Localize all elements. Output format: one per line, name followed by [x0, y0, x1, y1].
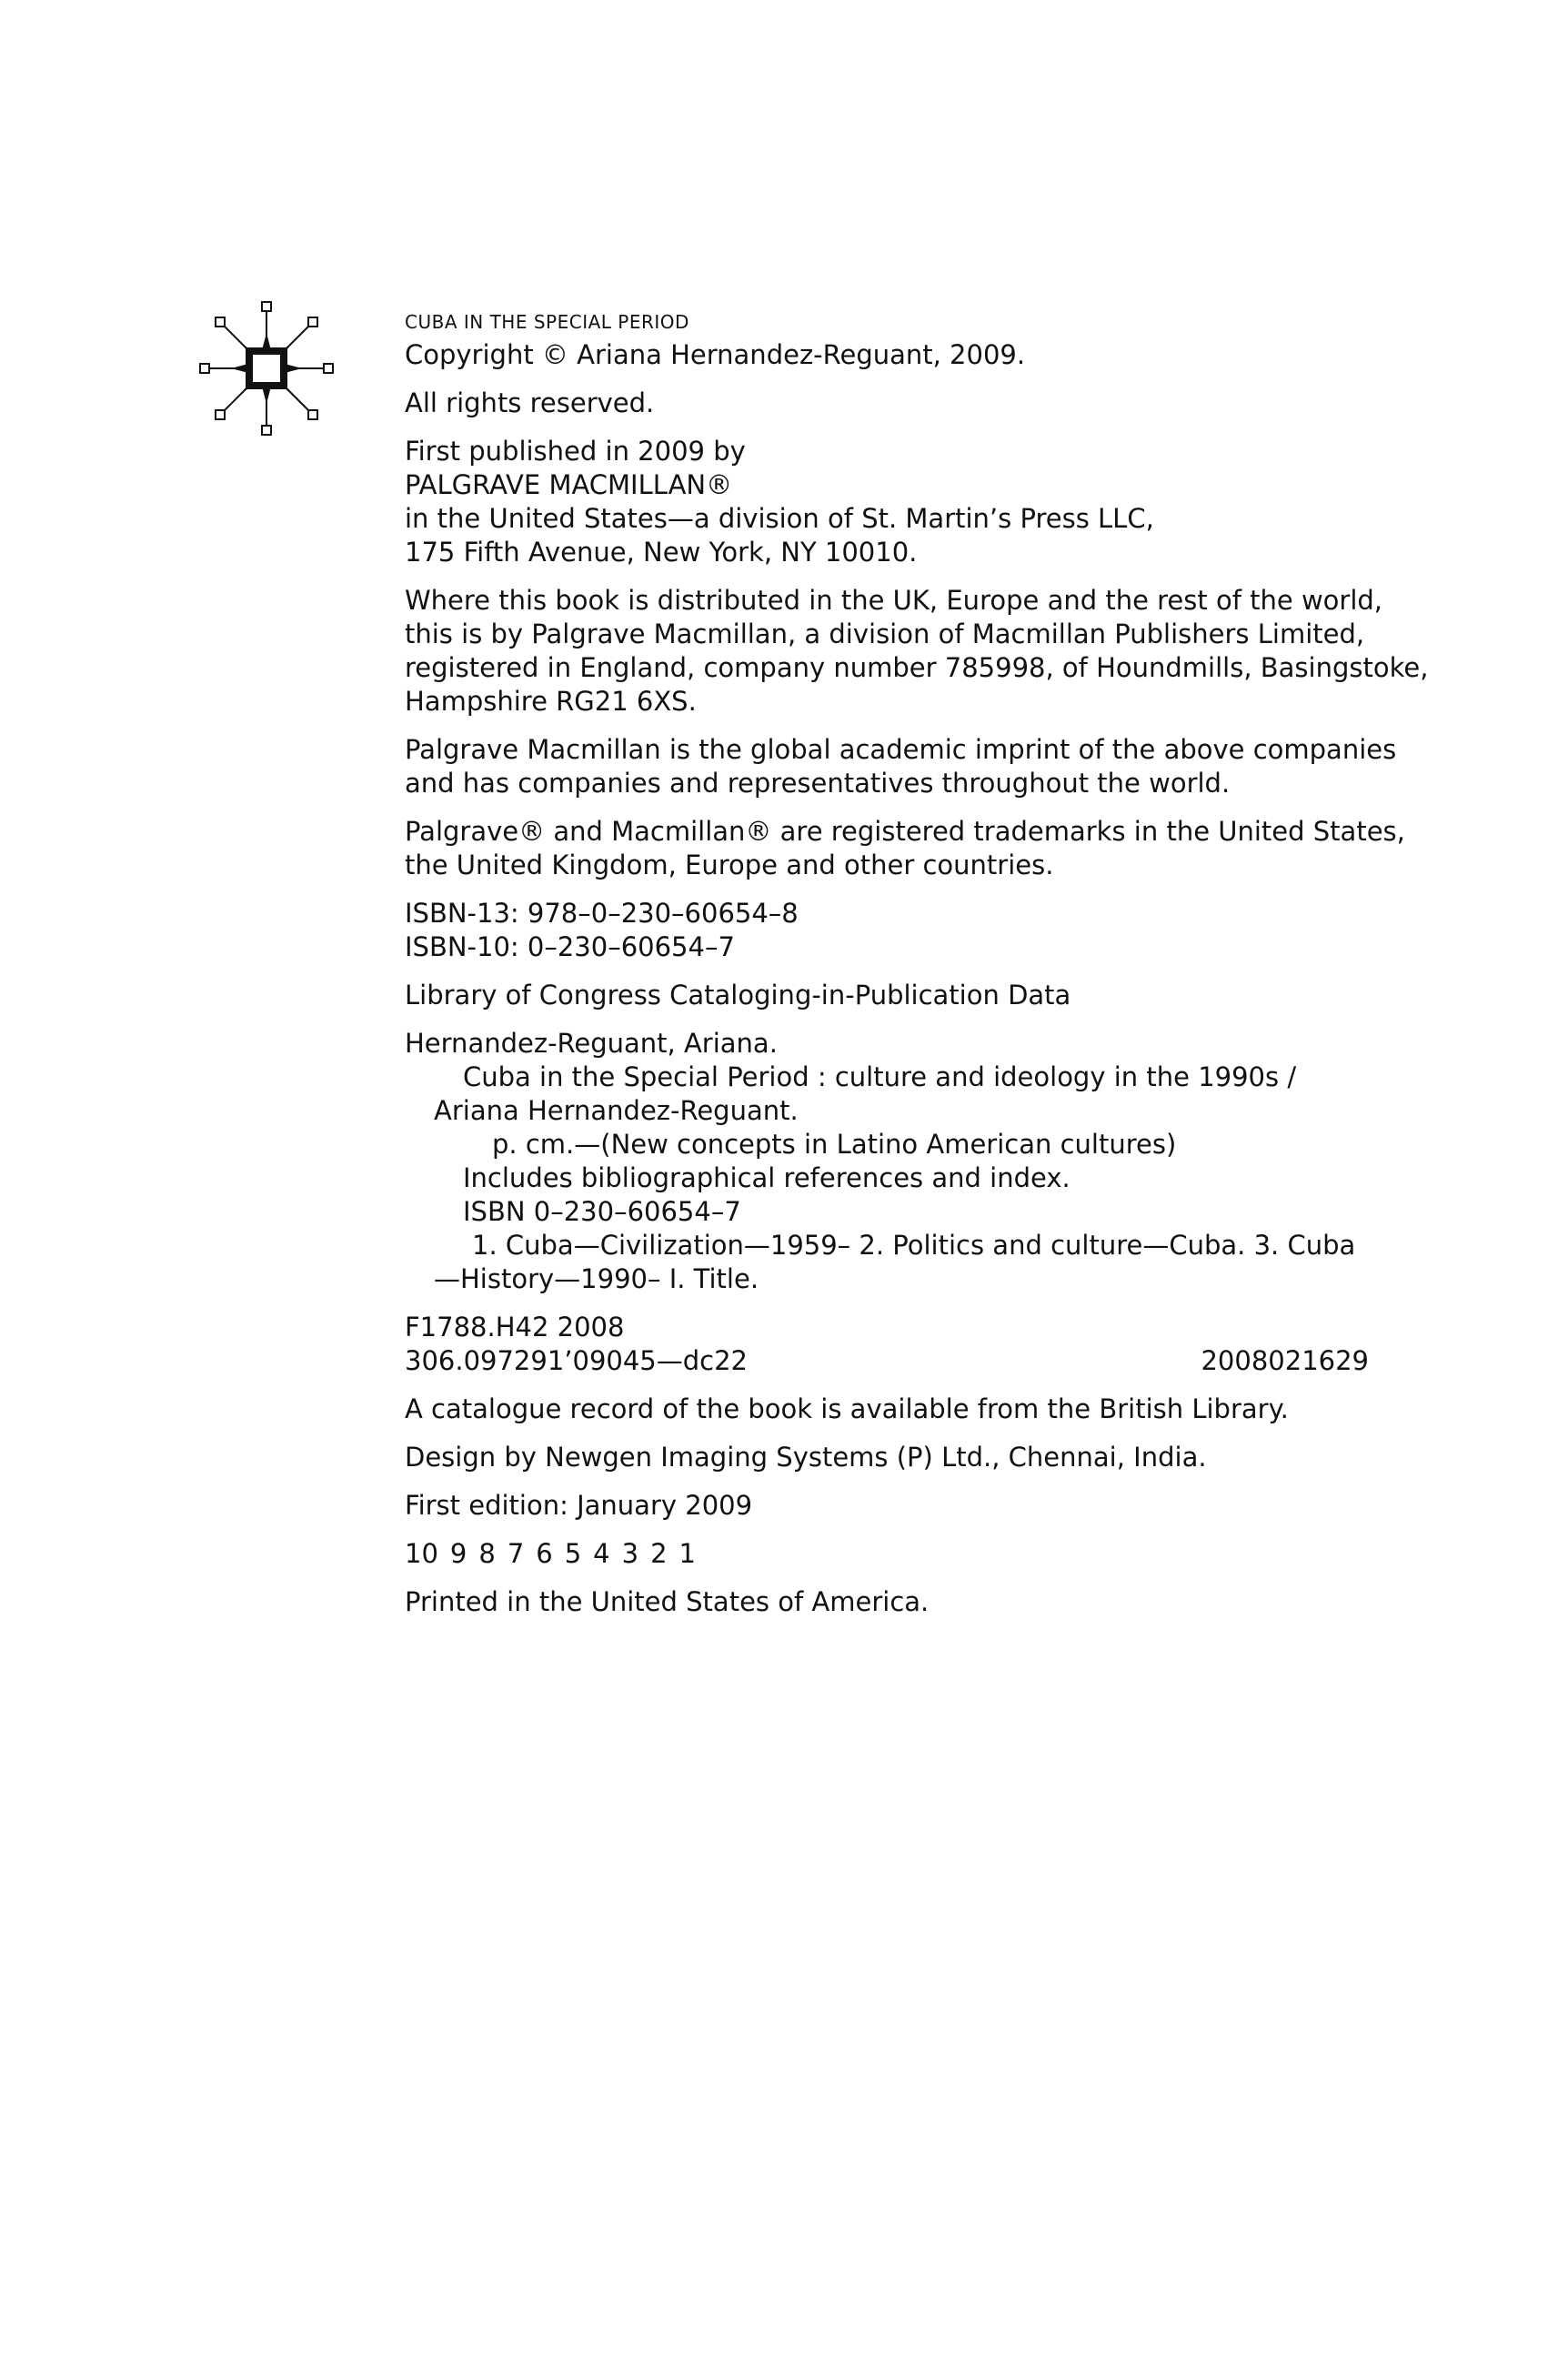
printing-number: 1 — [678, 1538, 696, 1569]
imprint-line: Palgrave Macmillan is the global academic imprint of the above companies — [405, 734, 1397, 765]
trademark-block — [405, 815, 1405, 882]
dewey-number: 306.097291’09045—dc22 — [405, 1345, 748, 1376]
cip-isbn: ISBN 0–230–60654–7 — [463, 1196, 741, 1227]
cip-subjects: 1. Cuba—Civilization—1959– 2. Politics and culture—Cuba. 3. Cuba—History—1990– I. Title. — [434, 1230, 1356, 1294]
distribution-line: Hampshire RG21 6XS. — [405, 686, 697, 717]
publisher-line: in the United States—a division of St. Martin’s Press LLC, — [405, 503, 1154, 534]
printed-in-line: Printed in the United States of America. — [405, 1586, 930, 1617]
rights-line: All rights reserved. — [405, 387, 655, 418]
publisher-address: 175 Fifth Avenue, New York, NY 10010. — [405, 537, 918, 568]
distribution-block — [405, 584, 1429, 719]
cip-physical: p. cm.—(New concepts in Latino American cultures) — [492, 1129, 1177, 1160]
design-credit: Design by Newgen Imaging Systems (P) Ltd., Chennai, India. — [405, 1442, 1207, 1473]
publisher-line: First published in 2009 by — [405, 436, 746, 467]
lccn-number: 2008021629 — [1201, 1345, 1369, 1376]
cip-author: Hernandez-Reguant, Ariana. — [405, 1028, 778, 1059]
cip-heading: Library of Congress Cataloging-in-Publication Data — [405, 980, 1071, 1011]
printing-number: 8 — [478, 1538, 496, 1569]
copyright-line: Copyright © Ariana Hernandez-Reguant, 2009. — [405, 339, 1026, 370]
publisher-ornament-icon — [198, 300, 335, 437]
trademark-line: Palgrave® and Macmillan® are registered trademarks in the United States, — [405, 816, 1405, 847]
printing-number: 7 — [507, 1538, 525, 1569]
imprint-line: and has companies and representatives throughout the world. — [405, 768, 1231, 799]
distribution-line: this is by Palgrave Macmillan, a division of Macmillan Publishers Limited, — [405, 618, 1365, 649]
dewey-row — [405, 1344, 1369, 1378]
publisher-name: PALGRAVE MACMILLAN® — [405, 469, 733, 500]
printing-number: 5 — [564, 1538, 582, 1569]
cip-notes: Includes bibliographical references and index. — [463, 1162, 1070, 1193]
edition-line: First edition: January 2009 — [405, 1490, 753, 1521]
imprint-block — [405, 733, 1397, 800]
trademark-line: the United Kingdom, Europe and other countries. — [405, 850, 1054, 880]
printing-number: 3 — [621, 1538, 639, 1569]
printing-number: 2 — [650, 1538, 668, 1569]
printing-number: 10 — [405, 1538, 438, 1569]
isbn-block — [405, 897, 1369, 964]
british-library-line: A catalogue record of the book is available from the British Library. — [405, 1393, 1289, 1424]
printing-number: 9 — [449, 1538, 467, 1569]
isbn-10: ISBN-10: 0–230–60654–7 — [405, 931, 735, 962]
lc-call-number: F1788.H42 2008 — [405, 1312, 625, 1342]
distribution-line: Where this book is distributed in the UK, Europe and the rest of the world, — [405, 585, 1383, 616]
publisher-block — [405, 435, 1369, 569]
printing-line — [405, 1537, 1369, 1571]
printing-number: 4 — [593, 1538, 610, 1569]
cip-block — [405, 1027, 1369, 1296]
copyright-page — [405, 311, 1429, 1634]
running-head: CUBA IN THE SPECIAL PERIOD — [405, 311, 689, 333]
cip-title: Cuba in the Special Period : culture and ideology in the 1990s / Ariana Hernandez-Reguant. — [434, 1061, 1297, 1126]
printing-number: 6 — [536, 1538, 553, 1569]
isbn-13: ISBN-13: 978–0–230–60654–8 — [405, 898, 799, 929]
classification-block — [405, 1311, 1369, 1378]
distribution-line: registered in England, company number 785998, of Houndmills, Basingstoke, — [405, 652, 1429, 683]
